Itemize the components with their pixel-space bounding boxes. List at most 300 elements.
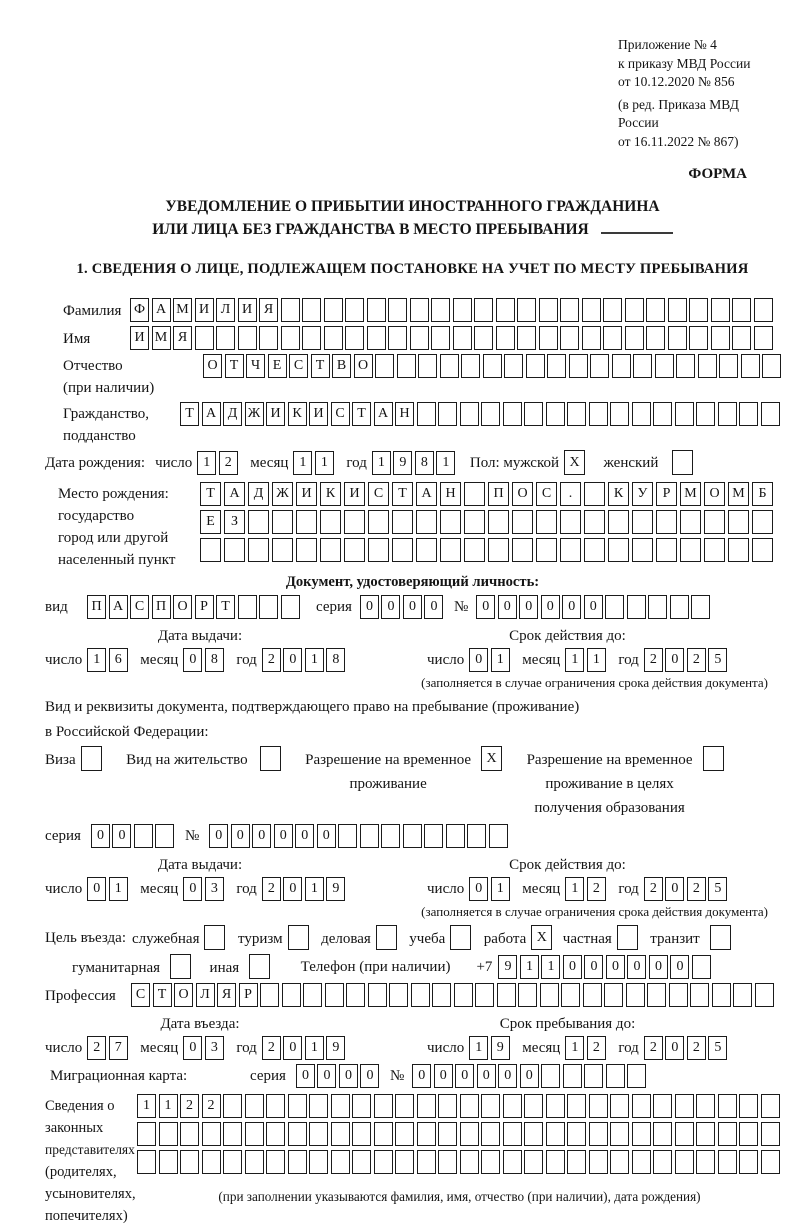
- char-cell[interactable]: [711, 298, 730, 322]
- char-cell[interactable]: С: [368, 482, 389, 506]
- char-cell[interactable]: 1: [491, 877, 510, 901]
- char-cell[interactable]: [367, 326, 386, 350]
- char-cell[interactable]: 0: [469, 877, 488, 901]
- char-cell[interactable]: Р: [195, 595, 214, 619]
- char-cell[interactable]: Т: [392, 482, 413, 506]
- char-cell[interactable]: [526, 354, 545, 378]
- char-cell[interactable]: 0: [296, 1064, 315, 1088]
- char-cell[interactable]: [762, 354, 781, 378]
- char-cell[interactable]: И: [195, 298, 214, 322]
- char-cell[interactable]: [180, 1150, 199, 1174]
- char-cell[interactable]: [446, 824, 465, 848]
- char-cell[interactable]: 1: [305, 648, 324, 672]
- purpose-tourism-checkbox[interactable]: [288, 925, 312, 950]
- char-cell[interactable]: 0: [541, 595, 560, 619]
- char-cell[interactable]: 1: [491, 648, 510, 672]
- char-cell[interactable]: [302, 298, 321, 322]
- char-cell[interactable]: А: [152, 298, 171, 322]
- char-cell[interactable]: [438, 402, 457, 426]
- char-cell[interactable]: [223, 1094, 242, 1118]
- char-cell[interactable]: [440, 538, 461, 562]
- char-cell[interactable]: [536, 510, 557, 534]
- char-cell[interactable]: [653, 1150, 672, 1174]
- char-cell[interactable]: [625, 326, 644, 350]
- char-cell[interactable]: .: [560, 482, 581, 506]
- char-cell[interactable]: [367, 298, 386, 322]
- char-cell[interactable]: [282, 983, 301, 1007]
- char-cell[interactable]: 0: [498, 595, 517, 619]
- char-cell[interactable]: X: [481, 746, 502, 771]
- char-cell[interactable]: 8: [326, 648, 345, 672]
- char-cell[interactable]: [481, 1150, 500, 1174]
- char-cell[interactable]: [590, 354, 609, 378]
- char-cell[interactable]: [632, 1150, 651, 1174]
- char-cell[interactable]: [320, 510, 341, 534]
- char-cell[interactable]: [416, 510, 437, 534]
- char-cell[interactable]: Л: [216, 298, 235, 322]
- char-cell[interactable]: [524, 402, 543, 426]
- char-cell[interactable]: 0: [627, 955, 646, 979]
- char-cell[interactable]: [540, 983, 559, 1007]
- char-cell[interactable]: Т: [311, 354, 330, 378]
- char-cell[interactable]: [656, 510, 677, 534]
- char-cell[interactable]: [696, 1150, 715, 1174]
- char-cell[interactable]: [680, 510, 701, 534]
- char-cell[interactable]: [374, 1122, 393, 1146]
- char-cell[interactable]: [524, 1122, 543, 1146]
- char-cell[interactable]: [610, 402, 629, 426]
- char-cell[interactable]: С: [289, 354, 308, 378]
- char-cell[interactable]: [606, 1064, 625, 1088]
- char-cell[interactable]: 0: [87, 877, 106, 901]
- char-cell[interactable]: [438, 1150, 457, 1174]
- char-cell[interactable]: [563, 1064, 582, 1088]
- char-cell[interactable]: [512, 538, 533, 562]
- char-cell[interactable]: 1: [315, 451, 334, 475]
- char-cell[interactable]: 2: [644, 1036, 663, 1060]
- char-cell[interactable]: Е: [268, 354, 287, 378]
- char-cell[interactable]: [170, 954, 191, 979]
- char-cell[interactable]: [134, 824, 153, 848]
- char-cell[interactable]: [417, 1094, 436, 1118]
- char-cell[interactable]: 0: [519, 595, 538, 619]
- char-cell[interactable]: [302, 326, 321, 350]
- char-cell[interactable]: 0: [339, 1064, 358, 1088]
- doc-valid-month-boxes[interactable]: [565, 648, 608, 672]
- char-cell[interactable]: [288, 1122, 307, 1146]
- char-cell[interactable]: [238, 595, 257, 619]
- char-cell[interactable]: М: [152, 326, 171, 350]
- char-cell[interactable]: Ж: [272, 482, 293, 506]
- char-cell[interactable]: М: [728, 482, 749, 506]
- char-cell[interactable]: [467, 824, 486, 848]
- char-cell[interactable]: Ж: [245, 402, 264, 426]
- purpose-humanitarian-checkbox[interactable]: [170, 954, 194, 979]
- char-cell[interactable]: [627, 1064, 646, 1088]
- char-cell[interactable]: [632, 538, 653, 562]
- char-cell[interactable]: [612, 354, 631, 378]
- char-cell[interactable]: 6: [109, 648, 128, 672]
- char-cell[interactable]: 3: [205, 877, 224, 901]
- char-cell[interactable]: 1: [469, 1036, 488, 1060]
- purpose-transit-checkbox[interactable]: [710, 925, 734, 950]
- char-cell[interactable]: [589, 1094, 608, 1118]
- char-cell[interactable]: [504, 354, 523, 378]
- char-cell[interactable]: [718, 1094, 737, 1118]
- char-cell[interactable]: [345, 326, 364, 350]
- doc-valid-day-boxes[interactable]: [469, 648, 512, 672]
- char-cell[interactable]: [417, 1150, 436, 1174]
- char-cell[interactable]: 0: [360, 595, 379, 619]
- char-cell[interactable]: 1: [87, 648, 106, 672]
- char-cell[interactable]: Р: [656, 482, 677, 506]
- char-cell[interactable]: [761, 1122, 780, 1146]
- char-cell[interactable]: Е: [200, 510, 221, 534]
- char-cell[interactable]: А: [224, 482, 245, 506]
- char-cell[interactable]: [346, 983, 365, 1007]
- char-cell[interactable]: [675, 1150, 694, 1174]
- char-cell[interactable]: [632, 510, 653, 534]
- char-cell[interactable]: [646, 326, 665, 350]
- char-cell[interactable]: 2: [262, 648, 281, 672]
- char-cell[interactable]: [395, 1150, 414, 1174]
- birth-month-boxes[interactable]: [293, 451, 336, 475]
- char-cell[interactable]: [739, 1122, 758, 1146]
- char-cell[interactable]: [604, 983, 623, 1007]
- char-cell[interactable]: [605, 595, 624, 619]
- char-cell[interactable]: [632, 402, 651, 426]
- char-cell[interactable]: О: [512, 482, 533, 506]
- char-cell[interactable]: [739, 1150, 758, 1174]
- char-cell[interactable]: [754, 326, 773, 350]
- char-cell[interactable]: [464, 538, 485, 562]
- char-cell[interactable]: 1: [372, 451, 391, 475]
- char-cell[interactable]: [584, 538, 605, 562]
- char-cell[interactable]: Д: [248, 482, 269, 506]
- doc-issued-year-boxes[interactable]: [262, 648, 348, 672]
- char-cell[interactable]: [331, 1122, 350, 1146]
- char-cell[interactable]: [761, 1094, 780, 1118]
- char-cell[interactable]: Б: [752, 482, 773, 506]
- char-cell[interactable]: [546, 1122, 565, 1146]
- char-cell[interactable]: [503, 1122, 522, 1146]
- char-cell[interactable]: И: [344, 482, 365, 506]
- char-cell[interactable]: [524, 1094, 543, 1118]
- char-cell[interactable]: 0: [520, 1064, 539, 1088]
- char-cell[interactable]: П: [488, 482, 509, 506]
- char-cell[interactable]: [453, 326, 472, 350]
- char-cell[interactable]: [159, 1122, 178, 1146]
- char-cell[interactable]: [546, 1150, 565, 1174]
- char-cell[interactable]: Я: [259, 298, 278, 322]
- char-cell[interactable]: [589, 1122, 608, 1146]
- char-cell[interactable]: [610, 1122, 629, 1146]
- char-cell[interactable]: 1: [293, 451, 312, 475]
- char-cell[interactable]: [583, 983, 602, 1007]
- char-cell[interactable]: 7: [109, 1036, 128, 1060]
- permit-number-boxes[interactable]: [209, 824, 510, 848]
- temp-permit-checkbox[interactable]: [481, 746, 505, 771]
- char-cell[interactable]: [761, 402, 780, 426]
- char-cell[interactable]: [676, 354, 695, 378]
- permit-issued-year-boxes[interactable]: [262, 877, 348, 901]
- char-cell[interactable]: 2: [644, 877, 663, 901]
- char-cell[interactable]: [718, 402, 737, 426]
- char-cell[interactable]: [672, 450, 693, 475]
- char-cell[interactable]: 0: [209, 824, 228, 848]
- char-cell[interactable]: [272, 510, 293, 534]
- char-cell[interactable]: 1: [305, 877, 324, 901]
- char-cell[interactable]: [718, 1122, 737, 1146]
- birthplace-row1-boxes[interactable]: [200, 482, 776, 506]
- char-cell[interactable]: 0: [584, 955, 603, 979]
- legal-reps-row1-boxes[interactable]: [137, 1094, 782, 1118]
- char-cell[interactable]: [453, 298, 472, 322]
- char-cell[interactable]: [460, 1150, 479, 1174]
- char-cell[interactable]: [296, 538, 317, 562]
- char-cell[interactable]: [438, 1122, 457, 1146]
- char-cell[interactable]: [431, 298, 450, 322]
- char-cell[interactable]: Т: [180, 402, 199, 426]
- char-cell[interactable]: [481, 402, 500, 426]
- char-cell[interactable]: [668, 326, 687, 350]
- char-cell[interactable]: [368, 983, 387, 1007]
- char-cell[interactable]: О: [174, 983, 193, 1007]
- char-cell[interactable]: [450, 925, 471, 950]
- char-cell[interactable]: [648, 595, 667, 619]
- char-cell[interactable]: [288, 925, 309, 950]
- char-cell[interactable]: [481, 1122, 500, 1146]
- char-cell[interactable]: 0: [283, 1036, 302, 1060]
- char-cell[interactable]: 1: [520, 955, 539, 979]
- char-cell[interactable]: 9: [326, 1036, 345, 1060]
- stay-year-boxes[interactable]: [644, 1036, 730, 1060]
- char-cell[interactable]: 2: [202, 1094, 221, 1118]
- doc-series-boxes[interactable]: [360, 595, 446, 619]
- char-cell[interactable]: [739, 1094, 758, 1118]
- char-cell[interactable]: И: [130, 326, 149, 350]
- doc-issued-day-boxes[interactable]: [87, 648, 130, 672]
- char-cell[interactable]: [712, 983, 731, 1007]
- purpose-official-checkbox[interactable]: [204, 925, 228, 950]
- char-cell[interactable]: [325, 983, 344, 1007]
- char-cell[interactable]: О: [173, 595, 192, 619]
- char-cell[interactable]: [656, 538, 677, 562]
- legal-reps-row2-boxes[interactable]: [137, 1122, 782, 1146]
- char-cell[interactable]: 1: [137, 1094, 156, 1118]
- char-cell[interactable]: 2: [262, 877, 281, 901]
- entry-day-boxes[interactable]: [87, 1036, 130, 1060]
- char-cell[interactable]: [518, 983, 537, 1007]
- char-cell[interactable]: [417, 1122, 436, 1146]
- char-cell[interactable]: [689, 298, 708, 322]
- char-cell[interactable]: [669, 983, 688, 1007]
- char-cell[interactable]: 2: [687, 648, 706, 672]
- char-cell[interactable]: [320, 538, 341, 562]
- char-cell[interactable]: [309, 1150, 328, 1174]
- char-cell[interactable]: [512, 510, 533, 534]
- char-cell[interactable]: 5: [708, 648, 727, 672]
- char-cell[interactable]: [582, 298, 601, 322]
- char-cell[interactable]: [610, 1094, 629, 1118]
- char-cell[interactable]: З: [224, 510, 245, 534]
- char-cell[interactable]: [216, 326, 235, 350]
- char-cell[interactable]: [670, 595, 689, 619]
- char-cell[interactable]: С: [331, 402, 350, 426]
- char-cell[interactable]: [610, 1150, 629, 1174]
- char-cell[interactable]: [546, 402, 565, 426]
- char-cell[interactable]: [397, 354, 416, 378]
- char-cell[interactable]: 1: [109, 877, 128, 901]
- char-cell[interactable]: Ч: [246, 354, 265, 378]
- entry-month-boxes[interactable]: [183, 1036, 226, 1060]
- char-cell[interactable]: [647, 983, 666, 1007]
- char-cell[interactable]: [395, 1122, 414, 1146]
- char-cell[interactable]: Д: [223, 402, 242, 426]
- char-cell[interactable]: 0: [112, 824, 131, 848]
- char-cell[interactable]: 0: [295, 824, 314, 848]
- char-cell[interactable]: [202, 1122, 221, 1146]
- visa-checkbox[interactable]: [81, 746, 105, 771]
- char-cell[interactable]: [424, 824, 443, 848]
- char-cell[interactable]: [546, 1094, 565, 1118]
- purpose-work-checkbox[interactable]: [531, 925, 555, 950]
- char-cell[interactable]: [288, 1150, 307, 1174]
- char-cell[interactable]: О: [354, 354, 373, 378]
- sex-male-checkbox[interactable]: [564, 450, 588, 475]
- char-cell[interactable]: 0: [477, 1064, 496, 1088]
- char-cell[interactable]: О: [704, 482, 725, 506]
- char-cell[interactable]: [541, 1064, 560, 1088]
- entry-year-boxes[interactable]: [262, 1036, 348, 1060]
- char-cell[interactable]: 0: [665, 648, 684, 672]
- char-cell[interactable]: [703, 746, 724, 771]
- char-cell[interactable]: [539, 298, 558, 322]
- permit-series-boxes[interactable]: [91, 824, 177, 848]
- doc-valid-year-boxes[interactable]: [644, 648, 730, 672]
- char-cell[interactable]: [653, 1122, 672, 1146]
- char-cell[interactable]: [561, 983, 580, 1007]
- char-cell[interactable]: У: [632, 482, 653, 506]
- char-cell[interactable]: [224, 538, 245, 562]
- migration-number-boxes[interactable]: [412, 1064, 649, 1088]
- char-cell[interactable]: [503, 402, 522, 426]
- char-cell[interactable]: [266, 1094, 285, 1118]
- char-cell[interactable]: И: [238, 298, 257, 322]
- char-cell[interactable]: 0: [252, 824, 271, 848]
- char-cell[interactable]: [589, 402, 608, 426]
- char-cell[interactable]: П: [87, 595, 106, 619]
- char-cell[interactable]: [374, 1094, 393, 1118]
- char-cell[interactable]: [368, 510, 389, 534]
- char-cell[interactable]: [344, 510, 365, 534]
- char-cell[interactable]: 0: [274, 824, 293, 848]
- char-cell[interactable]: [238, 326, 257, 350]
- doc-number-boxes[interactable]: [476, 595, 713, 619]
- char-cell[interactable]: [617, 925, 638, 950]
- char-cell[interactable]: 0: [434, 1064, 453, 1088]
- char-cell[interactable]: [503, 1094, 522, 1118]
- char-cell[interactable]: [589, 1150, 608, 1174]
- char-cell[interactable]: С: [536, 482, 557, 506]
- char-cell[interactable]: [603, 326, 622, 350]
- char-cell[interactable]: [259, 595, 278, 619]
- char-cell[interactable]: [431, 326, 450, 350]
- char-cell[interactable]: [360, 824, 379, 848]
- char-cell[interactable]: 5: [708, 1036, 727, 1060]
- char-cell[interactable]: [410, 326, 429, 350]
- char-cell[interactable]: [259, 326, 278, 350]
- char-cell[interactable]: М: [173, 298, 192, 322]
- char-cell[interactable]: [324, 298, 343, 322]
- char-cell[interactable]: [728, 538, 749, 562]
- char-cell[interactable]: [195, 326, 214, 350]
- char-cell[interactable]: [691, 595, 710, 619]
- char-cell[interactable]: [272, 538, 293, 562]
- char-cell[interactable]: 0: [476, 595, 495, 619]
- char-cell[interactable]: 0: [455, 1064, 474, 1088]
- char-cell[interactable]: [475, 983, 494, 1007]
- char-cell[interactable]: 1: [541, 955, 560, 979]
- char-cell[interactable]: [137, 1150, 156, 1174]
- char-cell[interactable]: [517, 298, 536, 322]
- char-cell[interactable]: [754, 298, 773, 322]
- char-cell[interactable]: [204, 925, 225, 950]
- char-cell[interactable]: [567, 1122, 586, 1146]
- char-cell[interactable]: [411, 983, 430, 1007]
- char-cell[interactable]: [732, 326, 751, 350]
- char-cell[interactable]: Я: [173, 326, 192, 350]
- char-cell[interactable]: [324, 326, 343, 350]
- char-cell[interactable]: 9: [491, 1036, 510, 1060]
- char-cell[interactable]: [539, 326, 558, 350]
- char-cell[interactable]: 2: [262, 1036, 281, 1060]
- char-cell[interactable]: [200, 538, 221, 562]
- char-cell[interactable]: С: [131, 983, 150, 1007]
- char-cell[interactable]: 1: [197, 451, 216, 475]
- char-cell[interactable]: [416, 538, 437, 562]
- char-cell[interactable]: [288, 1094, 307, 1118]
- purpose-other-checkbox[interactable]: [249, 954, 273, 979]
- char-cell[interactable]: 0: [381, 595, 400, 619]
- char-cell[interactable]: [331, 1094, 350, 1118]
- char-cell[interactable]: [627, 595, 646, 619]
- char-cell[interactable]: А: [416, 482, 437, 506]
- birth-day-boxes[interactable]: [197, 451, 240, 475]
- char-cell[interactable]: [202, 1150, 221, 1174]
- char-cell[interactable]: 0: [283, 648, 302, 672]
- char-cell[interactable]: [567, 1094, 586, 1118]
- char-cell[interactable]: [281, 298, 300, 322]
- char-cell[interactable]: [710, 925, 731, 950]
- residence-permit-checkbox[interactable]: [260, 746, 284, 771]
- char-cell[interactable]: [560, 510, 581, 534]
- char-cell[interactable]: А: [374, 402, 393, 426]
- char-cell[interactable]: Р: [239, 983, 258, 1007]
- char-cell[interactable]: 1: [305, 1036, 324, 1060]
- char-cell[interactable]: [223, 1122, 242, 1146]
- stay-day-boxes[interactable]: [469, 1036, 512, 1060]
- char-cell[interactable]: 5: [708, 877, 727, 901]
- char-cell[interactable]: [388, 298, 407, 322]
- char-cell[interactable]: 1: [436, 451, 455, 475]
- char-cell[interactable]: 0: [670, 955, 689, 979]
- char-cell[interactable]: [352, 1150, 371, 1174]
- char-cell[interactable]: [303, 983, 322, 1007]
- char-cell[interactable]: [719, 354, 738, 378]
- migration-series-boxes[interactable]: [296, 1064, 382, 1088]
- char-cell[interactable]: [460, 1094, 479, 1118]
